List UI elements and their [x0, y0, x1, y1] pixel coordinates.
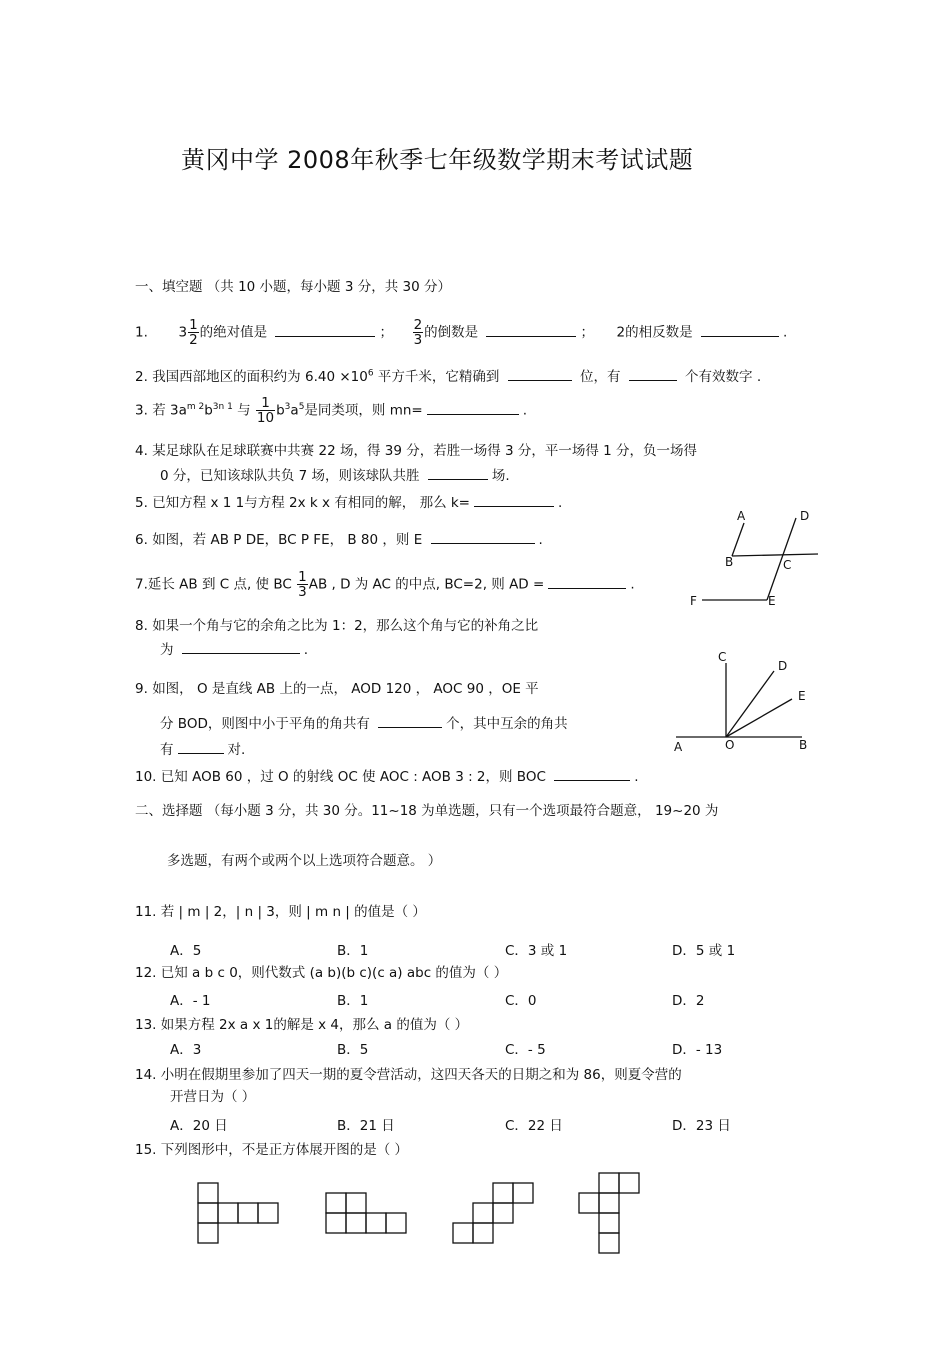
question-number: 8.: [135, 618, 148, 634]
q4-line-2-end: 场.: [491, 468, 510, 484]
answer-blank[interactable]: [178, 741, 224, 754]
exponent: 3: [284, 402, 291, 413]
answer-blank[interactable]: [486, 324, 576, 337]
question-15: 15. 下列图形中，不是正方体展开图的是（ ）: [135, 1142, 409, 1158]
point-label-b: B: [725, 555, 734, 569]
q3-var-a: a: [290, 402, 299, 419]
fraction-one-third: $\frac{1}{3}$: [298, 569, 307, 601]
q2-text: 我国西部地区的面积约为 6.40 ×10: [152, 369, 368, 385]
option-d[interactable]: D．2: [672, 993, 705, 1009]
exponent: m 2: [186, 402, 205, 413]
period: .: [782, 324, 788, 341]
q1-text-abs: 的绝对值是: [199, 324, 268, 341]
point-label-a: A: [737, 509, 746, 523]
question-11: 11. 若 | m | 2，| n | 3，则 | m n | 的值是（ ）: [135, 904, 426, 920]
separator: ；: [379, 324, 393, 341]
question-9: [135, 681, 539, 697]
option-b[interactable]: B．1: [337, 993, 369, 1009]
option-a[interactable]: A．5: [170, 943, 202, 959]
q5-text: 已知方程 x 1 1与方程 2x k x 有相同的解， 那么 k=: [152, 495, 470, 511]
question-12: 12. 已知 a b c 0，则代数式 (a b)(b c)(c a) abc 的值为（ ）: [135, 965, 508, 981]
question-10: [135, 768, 638, 785]
q3-text: 若 3a: [152, 402, 187, 419]
q9-line-2-end: 个，其中互余的角共: [446, 716, 568, 732]
option-b[interactable]: B．1: [337, 943, 369, 959]
point-label-c: C: [718, 650, 727, 664]
fraction-one-half: $\frac{1}{2}$: [189, 317, 198, 349]
question-number: 3.: [135, 402, 148, 419]
option-d[interactable]: D．5 或 1: [672, 943, 736, 959]
option-a[interactable]: A．3: [170, 1042, 202, 1058]
q2-text-3: 位，有: [579, 369, 621, 385]
cube-net-option-c[interactable]: [453, 1183, 543, 1253]
answer-blank[interactable]: [182, 641, 300, 654]
fraction-two-thirds: $\frac{2}{3}$: [413, 317, 423, 349]
q9-line-1: 如图， O 是直线 AB 上的一点， AOD 120 ， AOC 90 ，OE 平: [152, 681, 539, 697]
answer-blank[interactable]: [378, 715, 442, 728]
answer-blank[interactable]: [427, 402, 519, 415]
period: .: [303, 642, 309, 658]
question-9-line-3: [160, 741, 245, 758]
option-c[interactable]: C．3 或 1: [505, 943, 568, 959]
answer-blank[interactable]: [431, 531, 535, 544]
answer-blank[interactable]: [275, 324, 375, 337]
q8-line-1: 如果一个角与它的余角之比为 1：2，那么这个角与它的补角之比: [152, 618, 539, 634]
q3-var-b: b: [204, 402, 213, 419]
period: .: [538, 532, 543, 548]
question-7: [135, 570, 635, 599]
point-label-f: F: [690, 594, 697, 608]
question-number: 5.: [135, 495, 148, 511]
question-5: [135, 494, 562, 511]
period: .: [634, 769, 639, 785]
option-c[interactable]: C．- 5: [505, 1042, 546, 1058]
question-4-line-2: [160, 467, 510, 484]
q7-text: 延长 AB 到 C 点, 使 BC: [147, 576, 292, 593]
q3-var-b2: b: [276, 402, 285, 419]
q1-text-reciprocal: 的倒数是: [424, 324, 479, 341]
exponent: 3n 1: [212, 402, 233, 413]
q10-text: 已知 AOB 60 ，过 O 的射线 OC 使 AOC : AOB 3 : 2，则 BOC: [160, 769, 546, 785]
option-a[interactable]: A．20 日: [170, 1118, 228, 1134]
point-label-d: D: [778, 659, 788, 673]
answer-blank[interactable]: [554, 768, 630, 781]
option-a[interactable]: A．- 1: [170, 993, 211, 1009]
question-number: 2.: [135, 369, 148, 385]
q9-line-3-end: 对.: [227, 742, 246, 758]
q3-text-with: 与: [237, 402, 251, 419]
period: .: [522, 402, 528, 419]
cube-net-option-a[interactable]: [198, 1183, 288, 1253]
option-d[interactable]: D．- 13: [672, 1042, 723, 1058]
section-heading-multiple-choice-line-2: 多选题，有两个或两个以上选项符合题意。 ）: [167, 853, 442, 869]
question-1: [135, 318, 787, 347]
q6-text: 如图，若 AB P DE，BC P FE， B 80 ，则 E: [152, 532, 423, 548]
q2-text-2: 平方千米，它精确到: [377, 369, 500, 385]
period: .: [630, 576, 635, 593]
answer-blank[interactable]: [701, 324, 779, 337]
question-14: 14. 小明在假期里参加了四天一期的夏令营活动，这四天各天的日期之和为 86，则夏令营的: [135, 1067, 682, 1083]
number-two: 2: [616, 324, 626, 341]
mixed-number-whole: 3: [178, 324, 188, 341]
point-label-c: C: [783, 558, 792, 572]
point-label-a: A: [674, 740, 683, 754]
answer-blank[interactable]: [548, 576, 626, 589]
q4-line-1: 某足球队在足球联赛中共赛 22 场，得 39 分，若胜一场得 3 分，平一场得 1 分，负一场得: [152, 443, 698, 459]
option-b[interactable]: B．5: [337, 1042, 369, 1058]
answer-blank[interactable]: [629, 368, 677, 381]
q9-line-2: 分 BOD，则图中小于平角的角共有: [160, 716, 370, 732]
section-heading-multiple-choice: 二、选择题 （每小题 3 分，共 30 分。11~18 为单选题，只有一个选项最符合题意， 19~20 为: [135, 803, 719, 819]
question-number: 6.: [135, 532, 148, 548]
question-number: 4.: [135, 443, 148, 459]
option-c[interactable]: C．22 日: [505, 1118, 563, 1134]
answer-blank[interactable]: [428, 467, 488, 480]
point-label-e: E: [768, 594, 776, 608]
question-14-line-2: 开营日为（ ）: [170, 1089, 256, 1105]
q1-text-opposite: 的相反数是: [625, 324, 693, 341]
option-c[interactable]: C．0: [505, 993, 537, 1009]
option-d[interactable]: D．23 日: [672, 1118, 731, 1134]
answer-blank[interactable]: [474, 494, 554, 507]
period: .: [558, 495, 563, 511]
q3-text-2: 是同类项，则 mn=: [304, 402, 423, 419]
question-number: 1.: [135, 324, 148, 341]
q4-line-2: 0 分，已知该球队共负 7 场，则该球队共胜: [160, 468, 420, 484]
exponent: 6: [367, 368, 374, 379]
cube-net-option-b[interactable]: [326, 1193, 416, 1243]
question-13: 13. 如果方程 2x a x 1的解是 x 4，那么 a 的值为（ ）: [135, 1017, 469, 1033]
question-9-line-2: [160, 715, 568, 732]
question-8-line-2: [160, 641, 308, 658]
page-title: 黄冈中学 2008年秋季七年级数学期末考试试题: [181, 146, 694, 174]
question-6: [135, 531, 543, 548]
point-label-o: O: [725, 738, 735, 752]
answer-blank[interactable]: [508, 368, 572, 381]
q9-line-3: 有: [160, 742, 174, 758]
question-2: [135, 368, 761, 385]
question-number: 10.: [135, 769, 157, 785]
cube-net-option-d[interactable]: [579, 1173, 649, 1263]
section-heading-fill-blank: 一、填空题 （共 10 小题，每小题 3 分，共 30 分）: [135, 279, 451, 295]
figure-parallel-lines: [688, 508, 828, 608]
question-8: [135, 618, 538, 634]
question-number: 9.: [135, 681, 148, 697]
separator: ；: [580, 324, 594, 341]
point-label-b: B: [799, 738, 808, 752]
q8-line-2: 为: [160, 642, 174, 658]
q2-text-4: 个有效数字 .: [685, 369, 762, 385]
point-label-d: D: [800, 509, 810, 523]
point-label-e: E: [798, 689, 806, 703]
question-4: [135, 443, 697, 459]
question-3: [135, 396, 527, 425]
figure-angles-at-o: [672, 649, 822, 754]
option-b[interactable]: B．21 日: [337, 1118, 395, 1134]
question-number: 7.: [135, 576, 148, 593]
q7-text-2: AB , D 为 AC 的中点, BC=2, 则 AD =: [308, 576, 545, 593]
exponent: 5: [298, 402, 305, 413]
fraction-one-tenth: $\frac{1}{10}$: [256, 395, 275, 427]
